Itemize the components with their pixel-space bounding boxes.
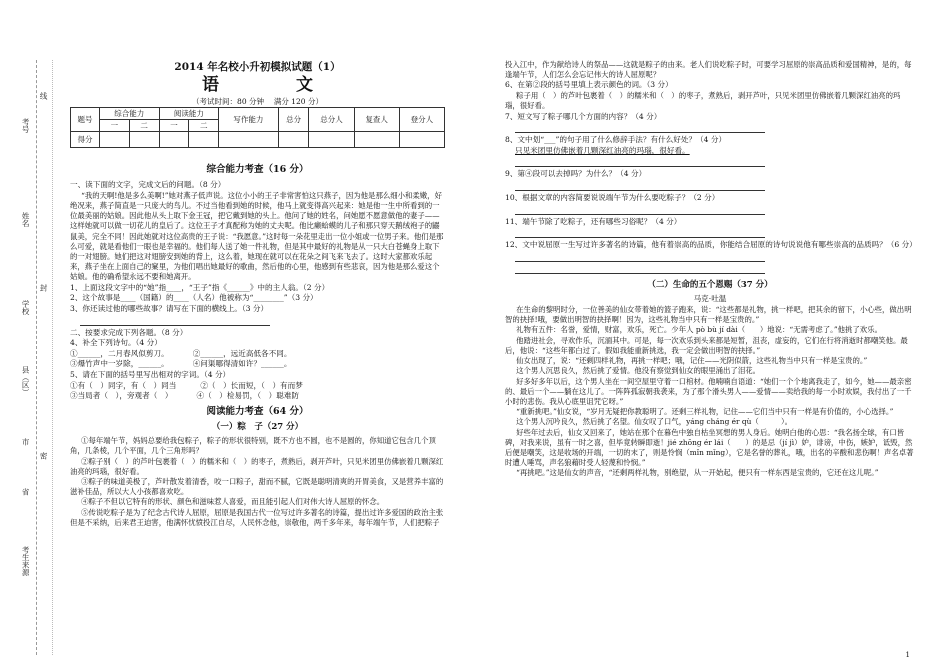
- poem-line-2: ②______，远近高低各不同。: [192, 348, 292, 358]
- reading2-p1: 在生命的黎明时分，一位善美的仙女带着她的篮子跑来，说：“这些都是礼物，挑一样吧，把其余的留下，小心些，做出明智的抉择!哦，要做出明智的抉择啊！因为，这些礼物当中只有一样是宝贵的。”: [505, 304, 912, 325]
- label-seal: 封: [39, 284, 49, 292]
- antonym-2: ②（ ）长而短，（ ）有而梦: [200, 380, 303, 390]
- antonym-3: ③当局者（ ），旁观者（ ）: [70, 391, 173, 401]
- reading1-p2: ②粽子别（ ）的芦叶包裹着（ ）的糯米和（ ）的枣子，煮熟后，剥开芦叶，只见米团里仿佛嵌着几颗深红油亮的玛瑙，很好看。: [70, 456, 444, 476]
- score-cell[interactable]: [100, 132, 130, 148]
- score-cell[interactable]: [129, 132, 159, 148]
- answer-line[interactable]: [80, 316, 270, 326]
- reading2-author: 马克·吐温: [693, 294, 727, 304]
- question-11: 11、端午节除了吃粽子，还有哪些习俗呢？（4 分）: [505, 216, 682, 226]
- poem-line-1: ①______，二月春风似剪刀。: [70, 348, 169, 358]
- score-head-checker: 复查人: [354, 108, 399, 132]
- passage-text: “我的天啊!他是多么美啊!”她对燕子低声说。这位小小的王子非常害怕这只燕子，因为他是那么细小和柔嫩，好绝况来，燕子简直是一只庞大的鸟儿。不过当他看到她的时候，他马上就变得高兴起来：她是他一生中所看到的一位最美丽的姑娘。因此他从头上取下金王冠，把它戴到她的头上。他问了她的姓名，问她愿不愿意做他的妻子——这样她就可以做一切花儿的皇后了。这位王子才真配称为她的丈夫呢。他比癞蛤蟆的儿子和那只穿天鹅绒袍子的鼹鼠美，完全不同！因此她就对这位高贵的王子说：“我愿意。”这时每一朵花里走出一位小姐或一位男子来。他们是那么可爱，就是看他们一眼也是幸福的。他们每人送了她一件礼物，但是其中最好的礼物是从一只大白苍蝇身上取下的一对翅膀。她们把这对翅膀安到她的背上，这么着，她现在就可以在花朵之间飞来飞去了。这时大家都欢乐起来，燕子坐在上面自己的窠里，为他们唱出她最好的歌曲，然后他的心里，他感到有些悲哀，因为他是那么爱这个姑娘。他的确希望永远不要和她离开。: [70, 190, 444, 282]
- reading2-p5: 这个男人沉思良久，然后挑了爱情。他没有察觉到仙女的眼里涌出了泪花。: [516, 366, 760, 376]
- score-sub: 二: [129, 120, 159, 132]
- question-10: 10、根据文章的内容简要说说端午节为什么要吃粽子？（2 分）: [505, 193, 720, 202]
- answer-line[interactable]: [515, 264, 765, 274]
- exam-subject: 语 文: [202, 75, 343, 96]
- score-table: [70, 107, 445, 148]
- reading2-p4: 仙女出现了，说：“还剩四样礼物，再挑一样吧；哦，记住——光阴似箭，这些礼物当中只有一样是宝贵的。”: [516, 356, 868, 366]
- question-8-text: 只见米团里仿佛嵌着几颗深红油亮的玛瑙，很好看。: [515, 145, 690, 155]
- score-head-read: 阅读能力: [159, 108, 219, 120]
- reading2-p2: 礼物有五件：名誉，爱情，财富，欢乐，死亡。少年人 pò bù jí dài（ ）地说：“无需考虑了。”他挑了欢乐。: [516, 325, 882, 335]
- reading2-p10: “再挑吧。”这是仙女的声音，“还剩两样礼物，别绝望，从一开始起，便只有一样东西是宝贵的，它还在这儿呢。”: [516, 468, 879, 478]
- score-cell[interactable]: [278, 132, 309, 148]
- reading1-p5: ⑤传说吃粽子是为了纪念古代诗人屈原，屈原是我国古代一位写过许多著名的诗篇，提出过许多爱国的政治主张但是不采纳，后来君王迫害，他满怀忧愤投江自尽，人民怀念他，崇敬他，两千多年来，每年端午节，人们把粽子: [70, 507, 444, 527]
- score-cell[interactable]: [159, 132, 189, 148]
- poem-line-4: ④问渠哪得清如许？______。: [192, 359, 292, 369]
- part1-head: 一、读下面的文字，完成文后的问题。（8 分）: [70, 180, 226, 190]
- label-province: 省: [21, 488, 31, 496]
- score-head-total: 总分: [278, 108, 309, 132]
- label-county: 县（区）: [21, 366, 31, 396]
- question-12: 12、文中说屈原一生写过许多著名的诗篇，他有着崇高的品质，你能结合屈原的诗句说说他有哪些崇高的品质吗？（6 分）: [505, 240, 917, 250]
- reading2-p8: 这个男人沉吟良久，然后挑了名望。仙女叹了口气，yáng cháng ér qù（ ）。: [516, 417, 793, 427]
- reading1-p4: ④粽子不但以它特有的形状、颜色和滋味惹人喜爱，而且能引起人们对伟大诗人屈原的怀念。: [81, 497, 385, 507]
- question-8: 8、文中划“___”的句子用了什么修辞手法？有什么好处？（4 分）: [505, 135, 727, 145]
- question-1: 1、上面这段文字中的“她”指____，“王子”指《______》中的主人翁。（2 分）: [70, 282, 330, 292]
- label-name: 姓名: [21, 212, 31, 227]
- antonym-4: ④（ ）检易罚，（ ）聪难防: [196, 391, 300, 401]
- score-cell[interactable]: [399, 132, 444, 148]
- cut-line: [36, 60, 37, 655]
- answer-line[interactable]: [515, 205, 765, 215]
- score-label-score: 得分: [71, 132, 100, 148]
- section1-title: 综合能力考查（16 分）: [206, 164, 309, 176]
- poem-line-3: ③爆竹声中一岁除，______。: [70, 359, 169, 369]
- reading2-p3: 他踏进社会，寻欢作乐，沉湎其中。可是，每一次欢乐到头来都是短暂，沮丧，虚妄的，它们在行将消逝时都嘲笑他。最后，他说：“这些年都白过了。假如我能重新挑选，我一定会做出明智的抉择。”: [505, 335, 908, 355]
- page-number: 1: [905, 650, 910, 659]
- question-6: 6、在第②段的括号里填上表示颜色的词。（3 分）: [505, 80, 673, 90]
- answer-line[interactable]: [515, 123, 765, 133]
- reading2-p7: “重新挑吧。”仙女说，“岁月无疑把你教聪明了。还剩三样礼物，记住——它们当中只有一样是有价值的，小心选择。”: [516, 407, 894, 417]
- exam-title: 2014 年名校小升初模拟试题（1）: [174, 61, 341, 73]
- score-sub: 二: [189, 120, 219, 132]
- reading2-p9: 好些年过去后，仙女又回来了，她站在那个在暮色中独自枯坐冥想的男人身后。她明白他的心思：“我名扬全球，有口皆碑，对我来说，虽有一时之喜，但毕竟转瞬即逝！jié zhōng ér lái（ ）的是忌（jí jì）妒，诽谤，中伤，嫉妒，诋毁，然后便是嘲笑，这是收场的开端，一切的末了，则是怜悯（mǐn mǐng），它是名誉的葬礼，哦，出名的辛酸和悲伤啊！声名卓著时遭人唾骂，声名狼藉时受人轻蔑和怜悯。”: [505, 427, 914, 468]
- answer-line[interactable]: [515, 181, 765, 191]
- score-head-write: 写作能力: [219, 108, 279, 132]
- question-3: 3、你还读过他的哪些故事？请写在下面的横线上。（3 分）: [70, 303, 269, 313]
- score-cell[interactable]: [309, 132, 354, 148]
- label-city: 市: [21, 438, 31, 446]
- label-line: 线: [39, 92, 49, 100]
- score-head-comp: 综合能力: [100, 108, 160, 120]
- right-column: [505, 60, 915, 479]
- answer-line[interactable]: [515, 228, 765, 238]
- label-source: 考生来源: [21, 546, 31, 576]
- reading2-title: （二）生命的五个恩赐（37 分）: [647, 279, 773, 290]
- label-seat: 考号: [21, 118, 31, 133]
- reading1-cont: 投入江中，作为献给诗人的祭品——这就是粽子的由来。老人们说吃粽子时，可要学习屈原的崇高品质和爱国精神，是的，每逢端午节，人们怎么会忘记伟大的诗人屈原呢？: [505, 60, 912, 80]
- reading1-p1: ①每年端午节，妈妈总要给我包粽子，粽子的形状很特别，既不方也不圆，也不是圆的，你知道它包含几个顶角，几条棱，几个平面，几个三角形吗？: [70, 436, 436, 456]
- left-column: [70, 60, 445, 528]
- cut-line-inner: [52, 60, 53, 655]
- score-cell[interactable]: [189, 132, 219, 148]
- label-dense: 密: [39, 452, 49, 460]
- part2-head: 二、按要求完成下列各题。（8 分）: [70, 327, 188, 337]
- question-6-text: 粽子用（ ）的芦叶包裹着（ ）的糯米和（ ）的枣子，煮熟后，剥开芦叶，只见米团里仿佛嵌着几颗深红油亮的玛瑙，很好看。: [505, 91, 901, 111]
- score-sub: 一: [100, 120, 130, 132]
- score-head-recorder: 登分人: [399, 108, 444, 132]
- score-label-qno: 题号: [71, 108, 100, 132]
- reading1-p3: ③粽子的味道美极了，芦叶散发着清香，咬一口粽子，甜而不腻，它既是聪明清爽的开胃美食，又是营养丰富的滋补佳品，所以大人小孩都喜欢吃。: [70, 477, 444, 497]
- question-9: 9、第④段可以去掉吗？为什么？（4 分）: [505, 169, 647, 179]
- score-sub: 一: [159, 120, 189, 132]
- question-4: 4、补全下列诗句。（4 分）: [70, 338, 162, 348]
- question-7: 7、短文写了粽子哪几个方面的内容？（4 分）: [505, 111, 662, 121]
- question-2: 2、这个故事是____（国籍）的____（人名）他被称为“________”（3 分）: [70, 293, 318, 303]
- binding-margin: [0, 0, 62, 672]
- reading2-p6: 好多好多年以后，这个男人坐在一间空屋里守着一口棺材。他喃喃自语道：“她们一个个地离我走了，如今，她——最亲密的、最后一个——躺在这儿了。一阵阵孤寂朝我袭来，为了那个滑头男人——爱情——卖给我的每一小时欢娱，我付出了一千小时的悲伤。我从心底里诅咒它呀。”: [505, 376, 912, 406]
- score-head-scorer: 总分人: [309, 108, 354, 132]
- answer-line[interactable]: [515, 252, 765, 262]
- exam-note: （考试时间：80 分钟 满分 120 分）: [192, 97, 323, 107]
- question-5: 5、请在下面的括号里写出相对的字词。（4 分）: [70, 370, 231, 380]
- score-cell[interactable]: [219, 132, 279, 148]
- antonym-1: ①有（ ）同字，有（ ）同当: [70, 380, 177, 390]
- section2-title: 阅读能力考查（64 分）: [206, 405, 309, 417]
- label-school: 学校: [21, 300, 31, 315]
- answer-line[interactable]: [515, 157, 765, 167]
- reading1-title: （一）粽 子（27 分）: [211, 421, 304, 432]
- score-cell[interactable]: [354, 132, 399, 148]
